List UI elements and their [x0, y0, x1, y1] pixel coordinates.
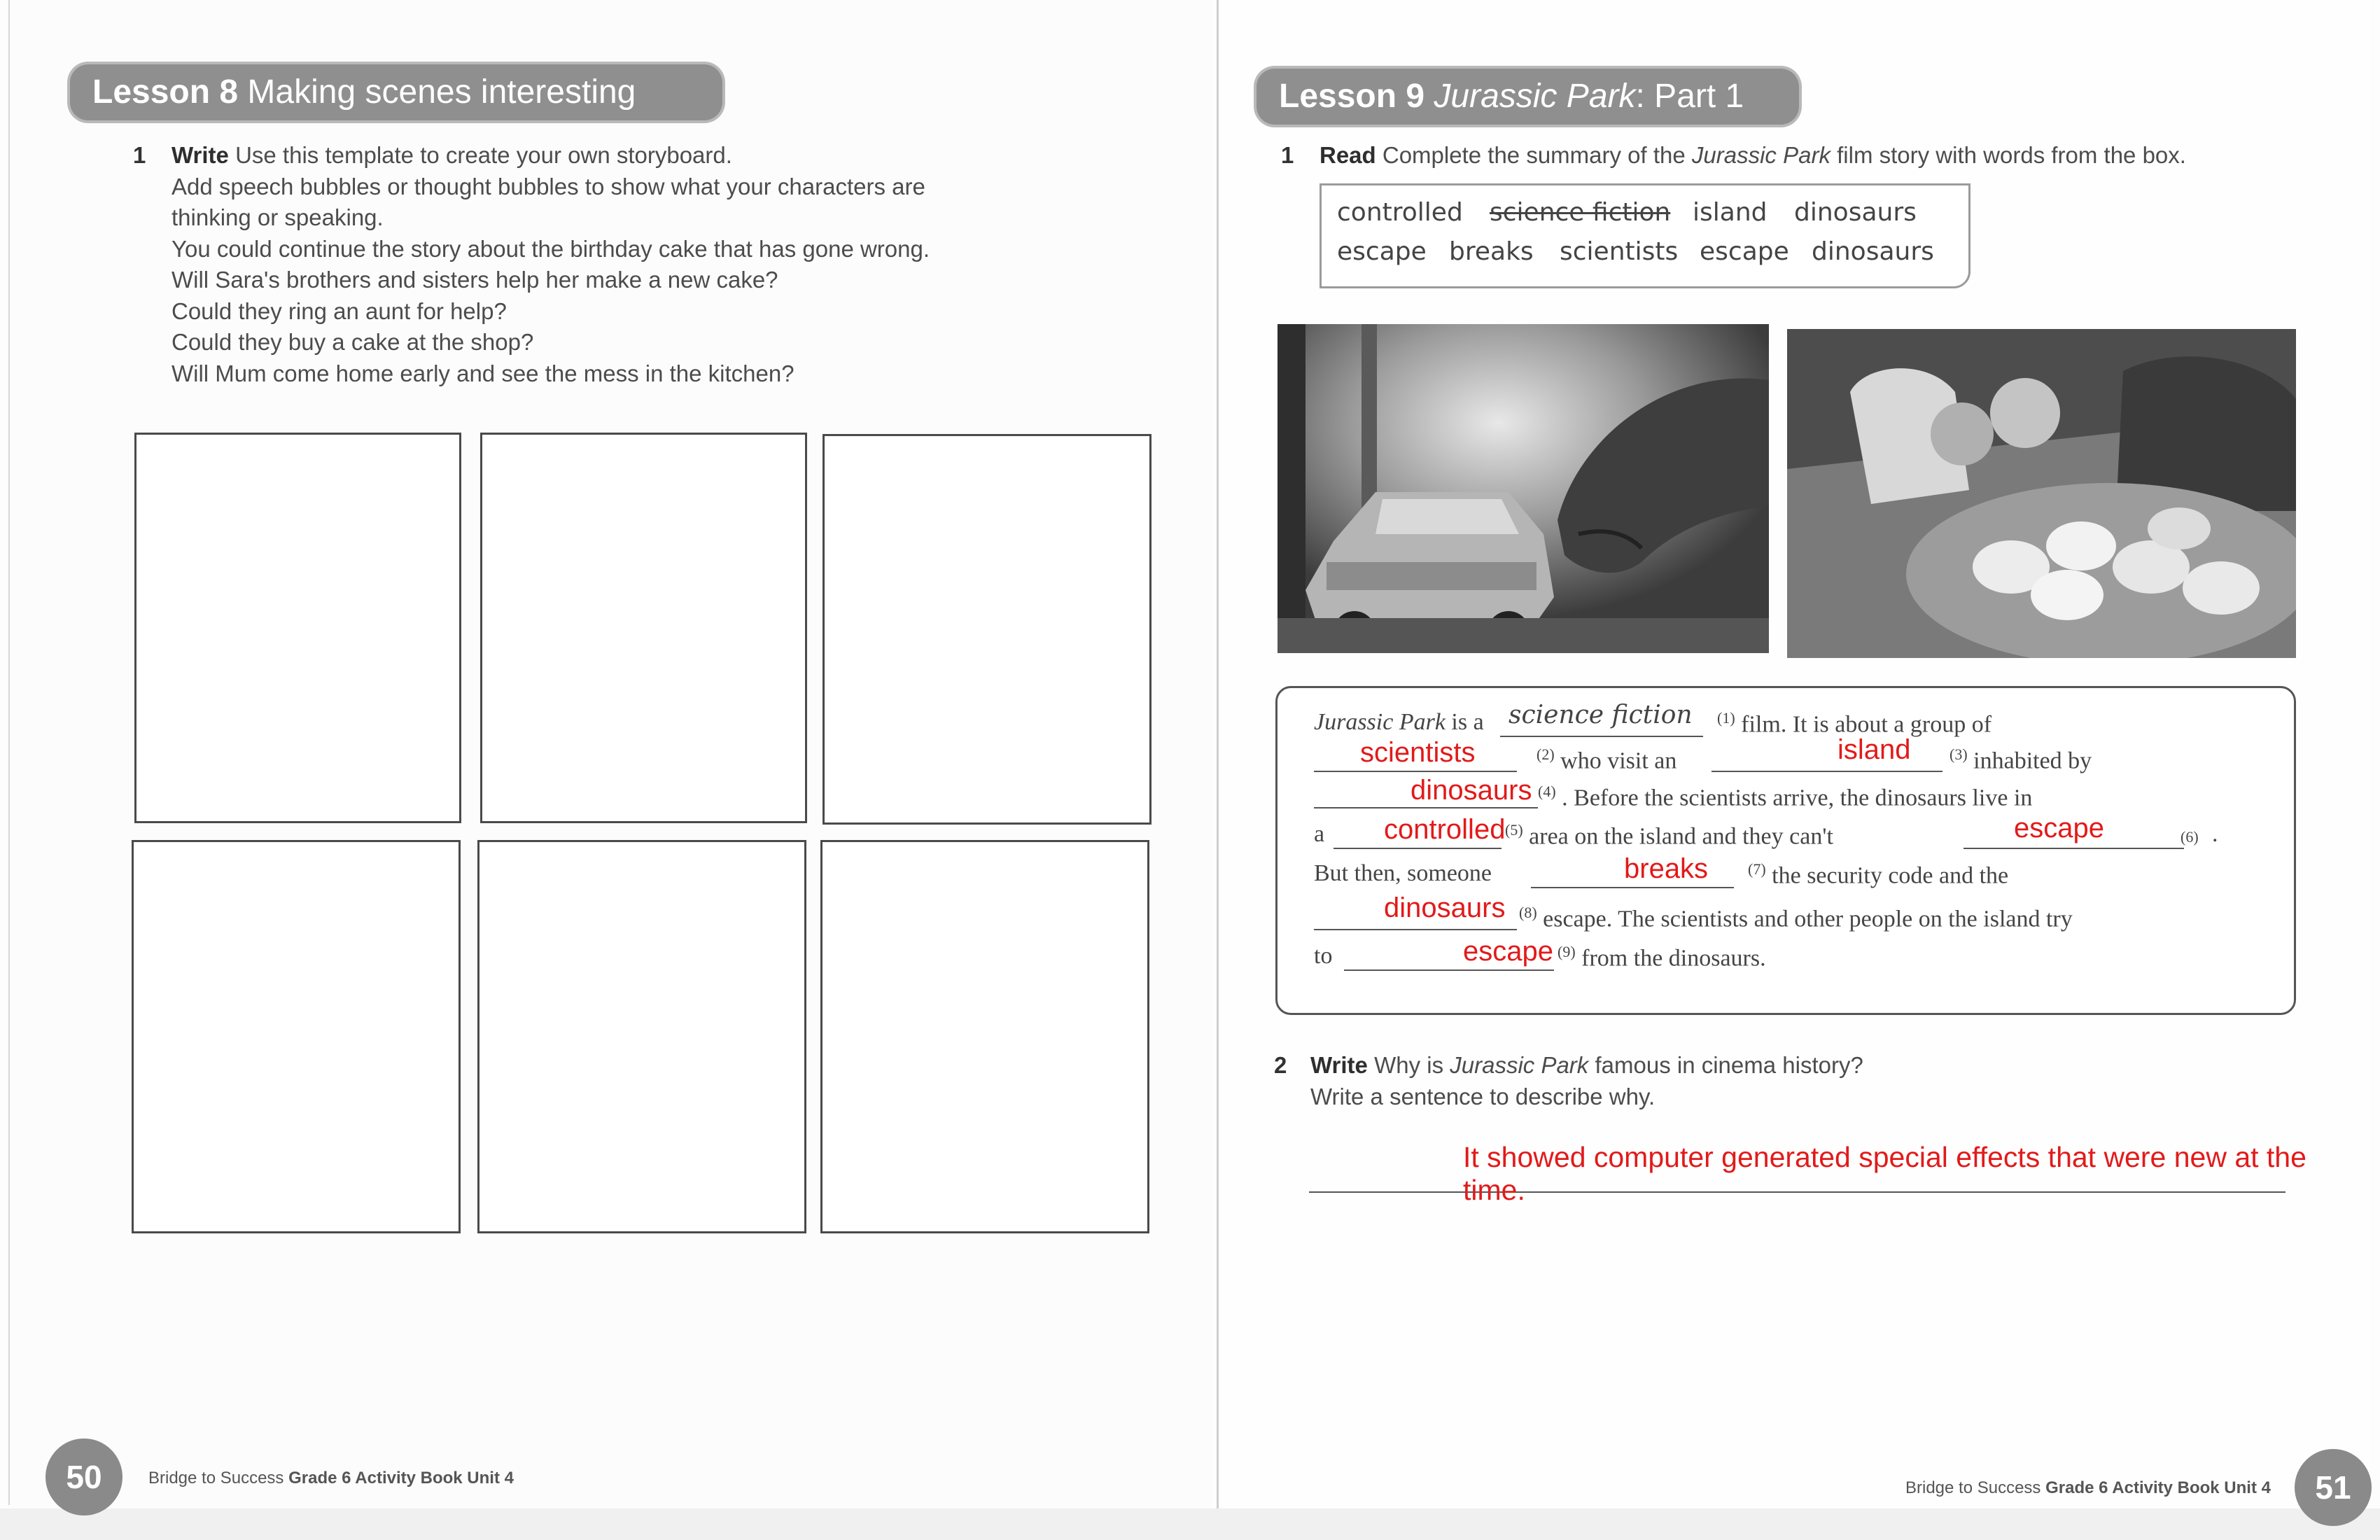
exercise-number: 2: [1274, 1052, 1287, 1078]
footer-book: Grade 6 Activity Book Unit 4: [288, 1469, 514, 1488]
blank-number: (1): [1717, 709, 1735, 727]
summary-line-6: [1519, 904, 2073, 932]
footer-left: [148, 1469, 514, 1488]
word-box-item: dinosaurs: [1794, 198, 1917, 227]
instruction-title: Jurassic Park: [1691, 142, 1830, 168]
blank-6[interactable]: [1963, 848, 2184, 849]
summary-line-1: [1314, 709, 1484, 736]
word-box-item: scientists: [1560, 237, 1679, 266]
bottom-shadow: [0, 1508, 2380, 1540]
word-box-item: escape: [1700, 237, 1789, 266]
summary-line-2-end: [1949, 746, 2092, 774]
question-title: Jurassic Park: [1450, 1052, 1589, 1078]
lesson-title-rest: : Part 1: [1635, 78, 1744, 115]
blank-number: (6): [2180, 828, 2199, 846]
word-box: [1320, 183, 1970, 288]
answer-text-line: It showed computer generated special effects that were new at the: [1463, 1141, 2306, 1173]
summary-line-7: [1558, 943, 1766, 972]
blank-number: (2): [1536, 746, 1555, 763]
summary-text: area on the island and they can't: [1529, 823, 1833, 850]
word-box-item-used: science fiction: [1490, 198, 1671, 227]
answer-7: breaks: [1624, 853, 1709, 884]
blank-9[interactable]: [1344, 969, 1554, 971]
blank-4[interactable]: [1314, 807, 1538, 808]
exercise-number: 1: [1281, 142, 1294, 168]
lesson-title-italic: Jurassic Park: [1434, 78, 1636, 115]
instruction-text: film story with words from the box.: [1837, 142, 2186, 168]
blank-7[interactable]: [1531, 887, 1734, 888]
summary-text: inhabited by: [1973, 748, 2092, 774]
lesson-8-banner: [70, 64, 722, 120]
page-edge: [8, 0, 10, 1505]
instruction-line: Write a sentence to describe why.: [1310, 1083, 1656, 1110]
summary-line-2: [1536, 746, 1676, 774]
exercise-verb: Write: [172, 142, 229, 168]
blank-number: (4): [1538, 783, 1556, 800]
summary-text: film. It is about a group of: [1741, 711, 1992, 738]
instruction-line: Will Mum come home early and see the mess in the kitchen?: [172, 360, 794, 386]
footer-prefix: Bridge to Success: [148, 1469, 284, 1488]
storyboard-panel-2[interactable]: [480, 433, 807, 823]
instruction-line: You could continue the story about the birthday cake that has gone wrong.: [172, 235, 930, 262]
summary-text: . Before the scientists arrive, the dinosaurs live in: [1562, 785, 2033, 811]
blank-number: (5): [1505, 821, 1523, 839]
storyboard-panel-4[interactable]: [132, 840, 461, 1233]
answer-3: island: [1837, 734, 1911, 765]
blank-1[interactable]: [1500, 736, 1703, 737]
exercise-verb: Write: [1310, 1052, 1368, 1078]
exercise-2-answer: [1463, 1141, 2306, 1207]
summary-text: from the dinosaurs.: [1581, 945, 1766, 972]
page-gutter: [1217, 0, 1219, 1512]
page-number-left: 50: [46, 1438, 122, 1516]
summary-box: [1275, 686, 2296, 1015]
footer-prefix: Bridge to Success: [1905, 1478, 2041, 1497]
lesson-9-banner: [1256, 69, 1799, 125]
blank-number: (7): [1748, 860, 1766, 878]
footer-book: Grade 6 Activity Book Unit 4: [2045, 1478, 2271, 1497]
blank-3[interactable]: [1712, 771, 1942, 772]
instruction-line: Add speech bubbles or thought bubbles to show what your characters are: [172, 173, 925, 200]
summary-line-5-start: But then, someone: [1314, 860, 1492, 886]
photo-scientists-and-eggs: [1787, 329, 2296, 658]
word-box-item: island: [1693, 198, 1768, 227]
answer-text-line: time.: [1463, 1174, 1525, 1206]
instruction-line: Use this template to create your own storyboard.: [235, 142, 732, 168]
storyboard-panel-3[interactable]: [822, 434, 1152, 825]
lesson-number: Lesson 8: [92, 74, 239, 111]
storyboard-panel-5[interactable]: [477, 840, 806, 1233]
answer-9: escape: [1463, 936, 1553, 967]
blank-number: (9): [1558, 943, 1576, 960]
summary-line-5: [1748, 860, 2008, 889]
exercise-1-instructions: [172, 140, 930, 389]
answer-8: dinosaurs: [1384, 892, 1506, 923]
summary-line-7-start: to: [1314, 943, 1333, 969]
summary-text: the security code and the: [1772, 862, 2009, 889]
word-box-item: controlled: [1337, 198, 1463, 227]
exercise-number: 1: [133, 142, 146, 168]
blank-number: (3): [1949, 746, 1968, 763]
word-box-item: dinosaurs: [1812, 237, 1934, 266]
instruction-line: Could they buy a cake at the shop?: [172, 329, 534, 355]
footer-right: [1905, 1478, 2271, 1498]
answer-6: escape: [2014, 813, 2104, 844]
blank-number: (8): [1519, 904, 1537, 921]
summary-title: Jurassic Park: [1314, 709, 1446, 735]
summary-line-3: [1538, 783, 2032, 811]
exercise-1-instruction: [1320, 140, 2186, 172]
summary-period: .: [2212, 821, 2218, 847]
exercise-verb: Read: [1320, 142, 1376, 168]
instruction-text: Complete the summary of the: [1382, 142, 1686, 168]
storyboard-panel-1[interactable]: [134, 433, 461, 823]
question-text: Why is: [1374, 1052, 1444, 1078]
answer-1-handwritten: science fiction: [1508, 701, 1693, 729]
instruction-line: Could they ring an aunt for help?: [172, 298, 507, 324]
answer-2: scientists: [1360, 737, 1476, 768]
summary-text: escape. The scientists and other people on the island try: [1543, 906, 2073, 932]
blank-2[interactable]: [1314, 771, 1517, 772]
summary-line-4: [1505, 821, 1833, 850]
answer-4: dinosaurs: [1410, 775, 1532, 806]
question-text: famous in cinema history?: [1595, 1052, 1863, 1078]
summary-text: who visit an: [1560, 748, 1677, 774]
page-number-right: 51: [2295, 1449, 2372, 1526]
word-box-item: escape: [1337, 237, 1427, 266]
summary-line-4-start: a: [1314, 821, 1325, 847]
summary-text: is a: [1451, 709, 1484, 735]
blank-5[interactable]: [1334, 848, 1502, 849]
lesson-number: Lesson 9: [1279, 78, 1425, 115]
answer-5: controlled: [1384, 814, 1506, 845]
lesson-title: Making scenes interesting: [247, 74, 636, 111]
blank-8[interactable]: [1314, 929, 1517, 930]
instruction-line: Will Sara's brothers and sisters help her make a new cake?: [172, 267, 778, 293]
exercise-2-instructions: [1310, 1050, 1863, 1112]
photo-car-and-dinosaur: [1278, 324, 1769, 653]
instruction-line: thinking or speaking.: [172, 204, 384, 230]
storyboard-panel-6[interactable]: [820, 840, 1149, 1233]
word-box-item: breaks: [1449, 237, 1534, 266]
